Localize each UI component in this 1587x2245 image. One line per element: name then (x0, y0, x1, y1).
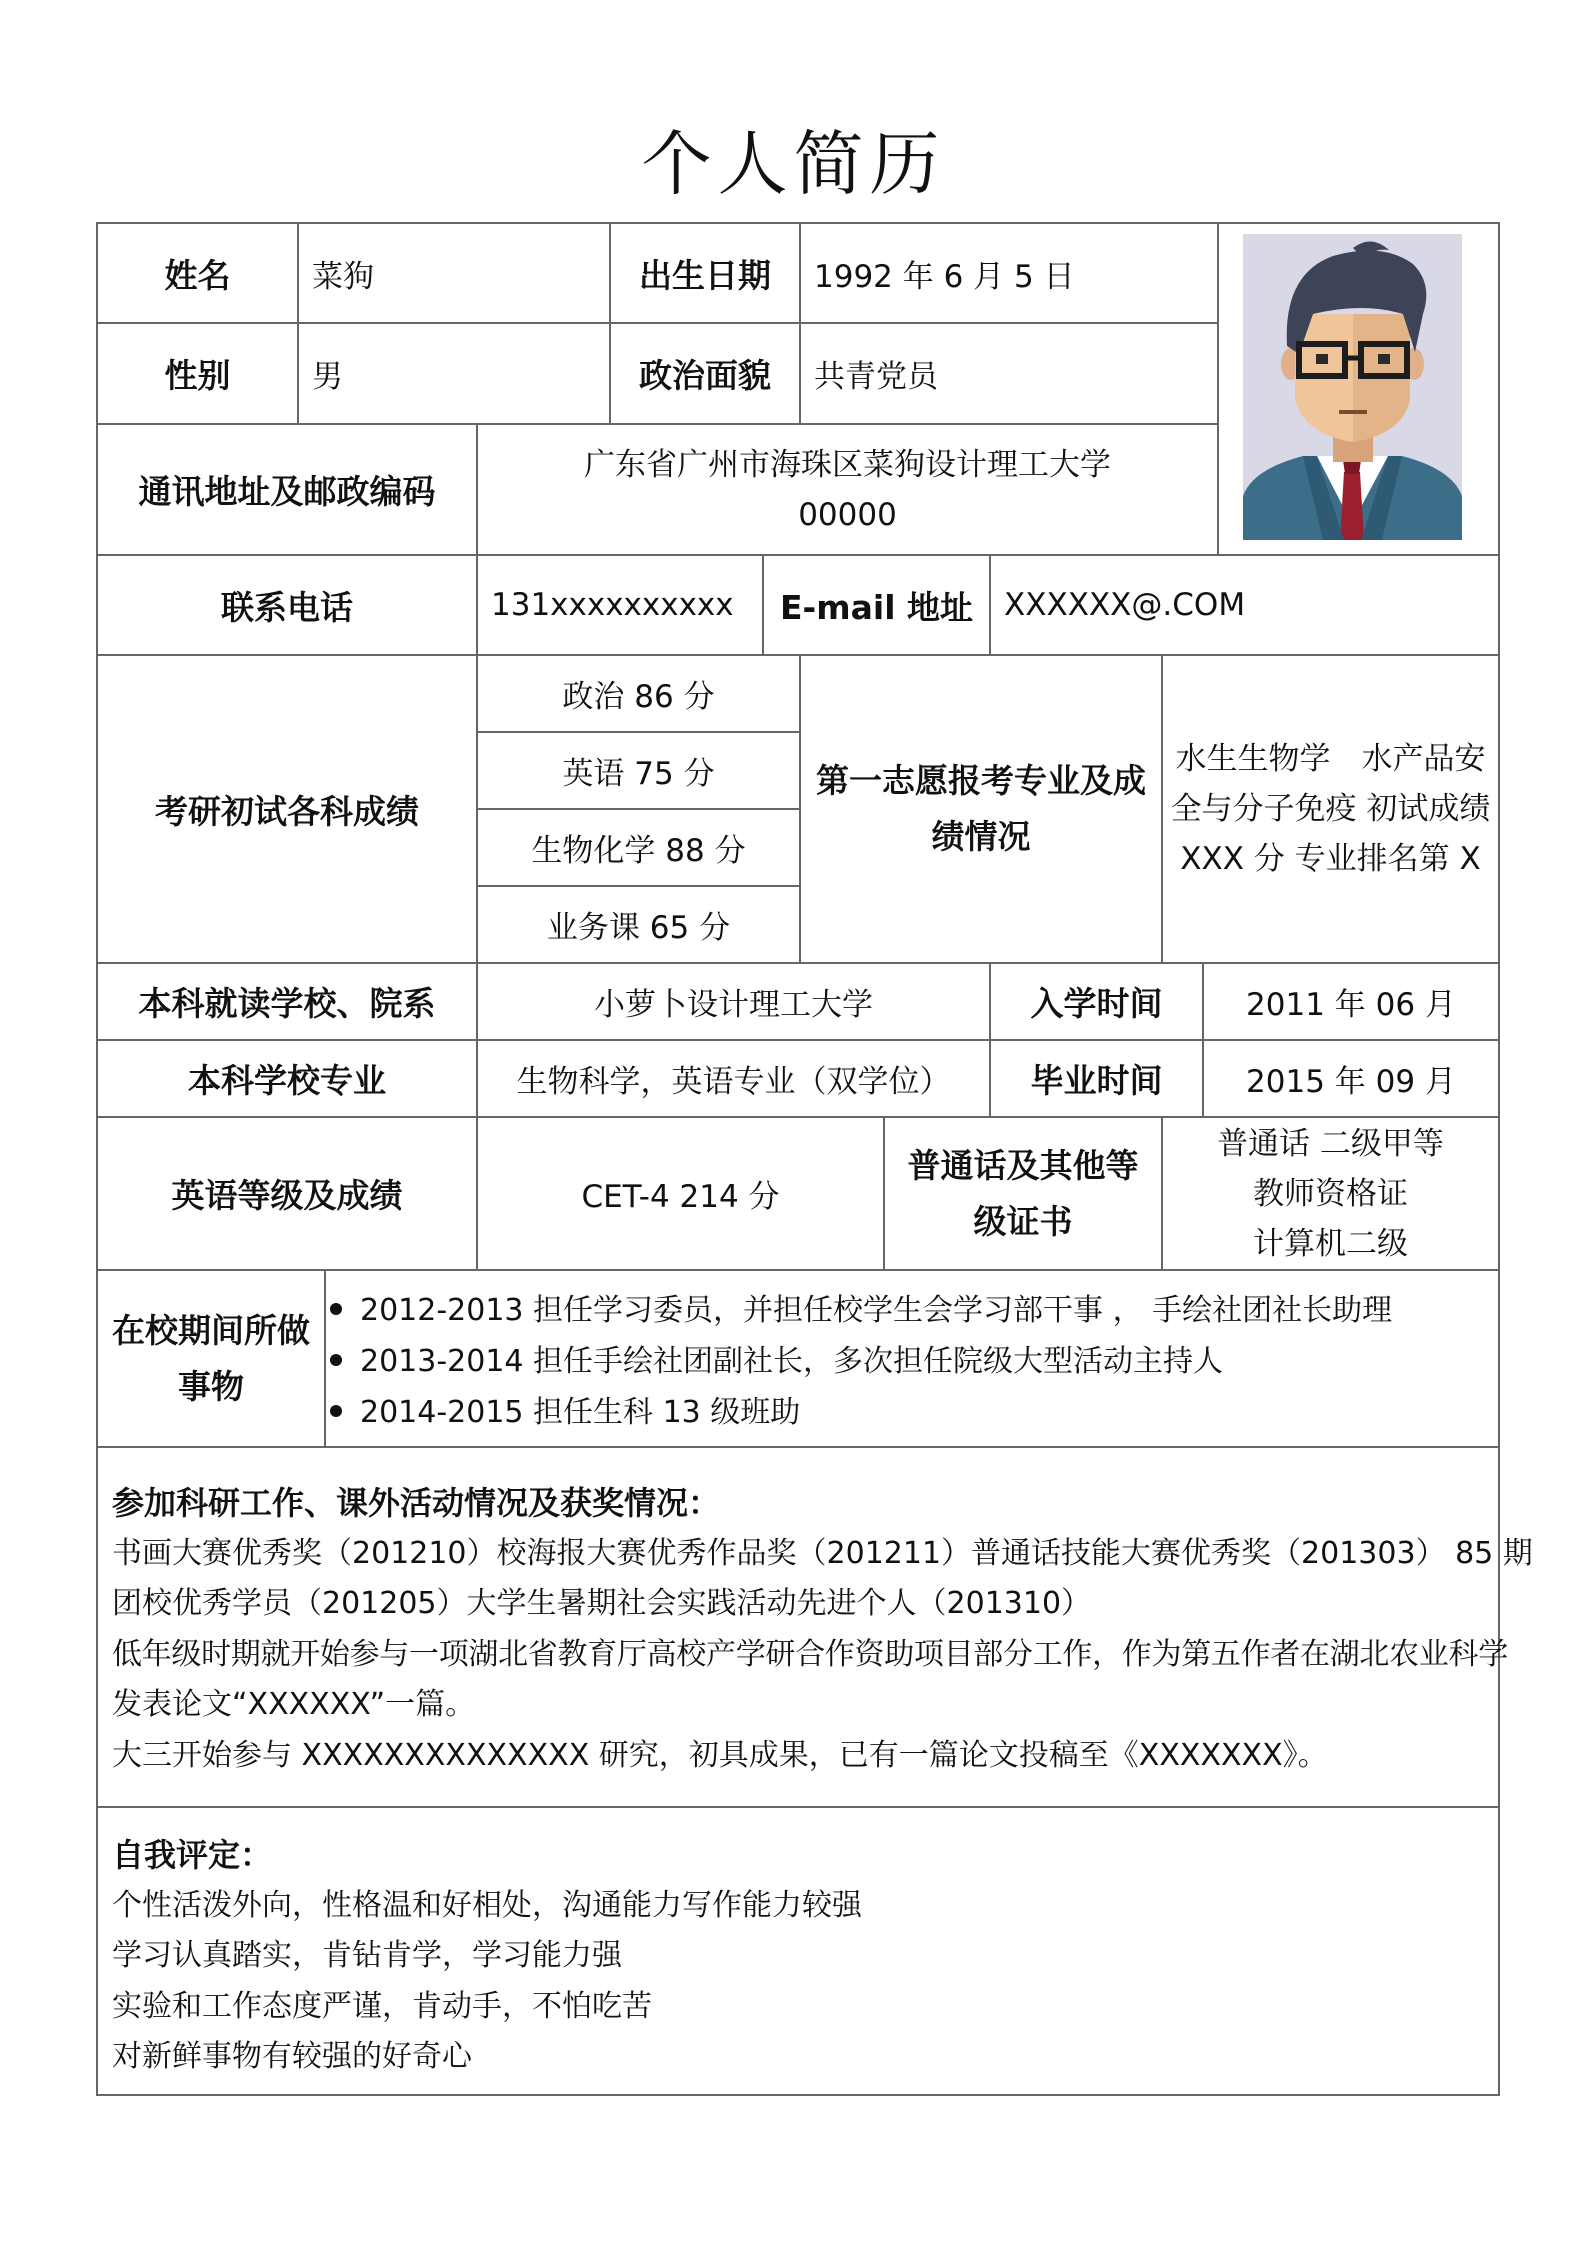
gender-label: 性别 (164, 356, 231, 395)
major-label: 本科学校专业 (188, 1061, 386, 1100)
self-eval-line: 学习认真踏实，肯钻肯学，学习能力强 (112, 1938, 622, 1973)
first-choice-label-line-1: 第一志愿报考专业及成 (816, 761, 1146, 800)
activities-label-line-2: 事物 (178, 1366, 244, 1406)
phone-value: 131xxxxxxxxxx (491, 587, 734, 623)
exam-score-biochem: 生物化学 88 分 (531, 833, 746, 869)
research-section (112, 1478, 1533, 1781)
phone-label: 联系电话 (221, 587, 353, 627)
bullet-icon (330, 1405, 342, 1417)
name-label: 姓名 (164, 255, 231, 295)
enroll-value: 2011 年 06 月 (1246, 987, 1456, 1023)
grad-value: 2015 年 09 月 (1246, 1064, 1456, 1100)
address-line-2: 00000 (798, 496, 897, 533)
first-choice-line-1: 水生生物学 水产品安 (1175, 741, 1486, 777)
exam-score-major: 业务课 65 分 (546, 910, 731, 946)
name-value: 菜狗 (312, 258, 374, 295)
english-value: CET-4 214 分 (581, 1179, 780, 1215)
research-line: 大三开始参与 XXXXXXXXXXXXXX 研究，初具成果，已有一篇论文投稿至《XXXXXXX》。 (112, 1737, 1328, 1773)
self-eval-heading: 自我评定： (112, 1836, 273, 1874)
research-heading: 参加科研工作、课外活动情况及获奖情况： (112, 1484, 721, 1522)
first-choice-label-line-2: 绩情况 (931, 817, 1031, 856)
other-cert-line-3: 计算机二级 (1253, 1225, 1408, 1262)
email-value: XXXXXX@.COM (1004, 587, 1246, 623)
self-eval-section (112, 1830, 1492, 2083)
first-choice-value (1162, 655, 1499, 963)
other-cert-label-line-2: 级证书 (973, 1201, 1073, 1241)
exam-score-politics: 政治 86 分 (562, 679, 715, 715)
activities-label-line-1: 在校期间所做 (112, 1310, 310, 1350)
activities-label (97, 1270, 325, 1447)
first-choice-line-3: XXX 分 专业排名第 X (1180, 841, 1481, 877)
birth-label: 出生日期 (639, 255, 771, 295)
other-cert-label-line-1: 普通话及其他等 (907, 1145, 1139, 1185)
exam-label: 考研初试各科成绩 (155, 791, 419, 831)
resume-title: 个人简历 (641, 123, 946, 205)
list-item: 2013-2014 担任手绘社团副社长，多次担任院级大型活动主持人 (330, 1336, 1392, 1387)
research-line: 团校优秀学员（201205）大学生暑期社会实践活动先进个人（201310） (112, 1586, 1092, 1621)
bullet-icon (330, 1303, 342, 1315)
birth-value: 1992 年 6 月 5 日 (814, 258, 1075, 295)
major-value: 生物科学，英语专业（双学位） (516, 1064, 951, 1100)
gender-value: 男 (312, 359, 343, 395)
first-choice-line-2: 全与分子免疫 初试成绩 (1170, 791, 1491, 827)
enroll-label: 入学时间 (1030, 984, 1163, 1023)
grad-label: 毕业时间 (1030, 1061, 1163, 1100)
bullet-icon (330, 1354, 342, 1366)
address-label: 通讯地址及邮政编码 (138, 472, 436, 511)
address-value (477, 424, 1218, 555)
avatar (1243, 234, 1462, 540)
political-value: 共青党员 (814, 359, 938, 395)
other-cert-value (1162, 1117, 1499, 1270)
school-value: 小萝卜设计理工大学 (594, 987, 873, 1023)
self-eval-line: 实验和工作态度严谨，肯动手，不怕吃苦 (112, 1988, 652, 2024)
first-choice-label (800, 655, 1162, 963)
address-line-1: 广东省广州市海珠区菜狗设计理工大学 (584, 446, 1111, 483)
self-eval-line: 对新鲜事物有较强的好奇心 (112, 2039, 472, 2074)
email-label: E-mail 地址 (779, 587, 973, 627)
political-label: 政治面貌 (639, 356, 771, 395)
school-label: 本科就读学校、院系 (138, 984, 436, 1023)
other-cert-line-1: 普通话 二级甲等 (1217, 1125, 1444, 1162)
research-line: 书画大赛优秀奖（201210）校海报大赛优秀作品奖（201211）普通话技能大赛优秀奖（201303） 85 期 (112, 1535, 1533, 1571)
exam-score-english: 英语 75 分 (562, 756, 715, 792)
research-line: 低年级时期就开始参与一项湖北省教育厅高校产学研合作资助项目部分工作，作为第五作者在湖北农业科学 (112, 1636, 1508, 1672)
list-item: 2012-2013 担任学习委员，并担任校学生会学习部干事 ， 手绘社团社长助理 (330, 1285, 1392, 1336)
list-item: 2014-2015 担任生科 13 级班助 (330, 1387, 1392, 1438)
other-cert-line-2: 教师资格证 (1253, 1175, 1408, 1212)
self-eval-line: 个性活泼外向，性格温和好相处，沟通能力写作能力较强 (112, 1887, 862, 1923)
research-line: 发表论文“XXXXXX”一篇。 (112, 1687, 476, 1722)
english-label: 英语等级及成绩 (171, 1176, 403, 1215)
activities-list (330, 1285, 1392, 1438)
other-cert-label (884, 1117, 1162, 1270)
